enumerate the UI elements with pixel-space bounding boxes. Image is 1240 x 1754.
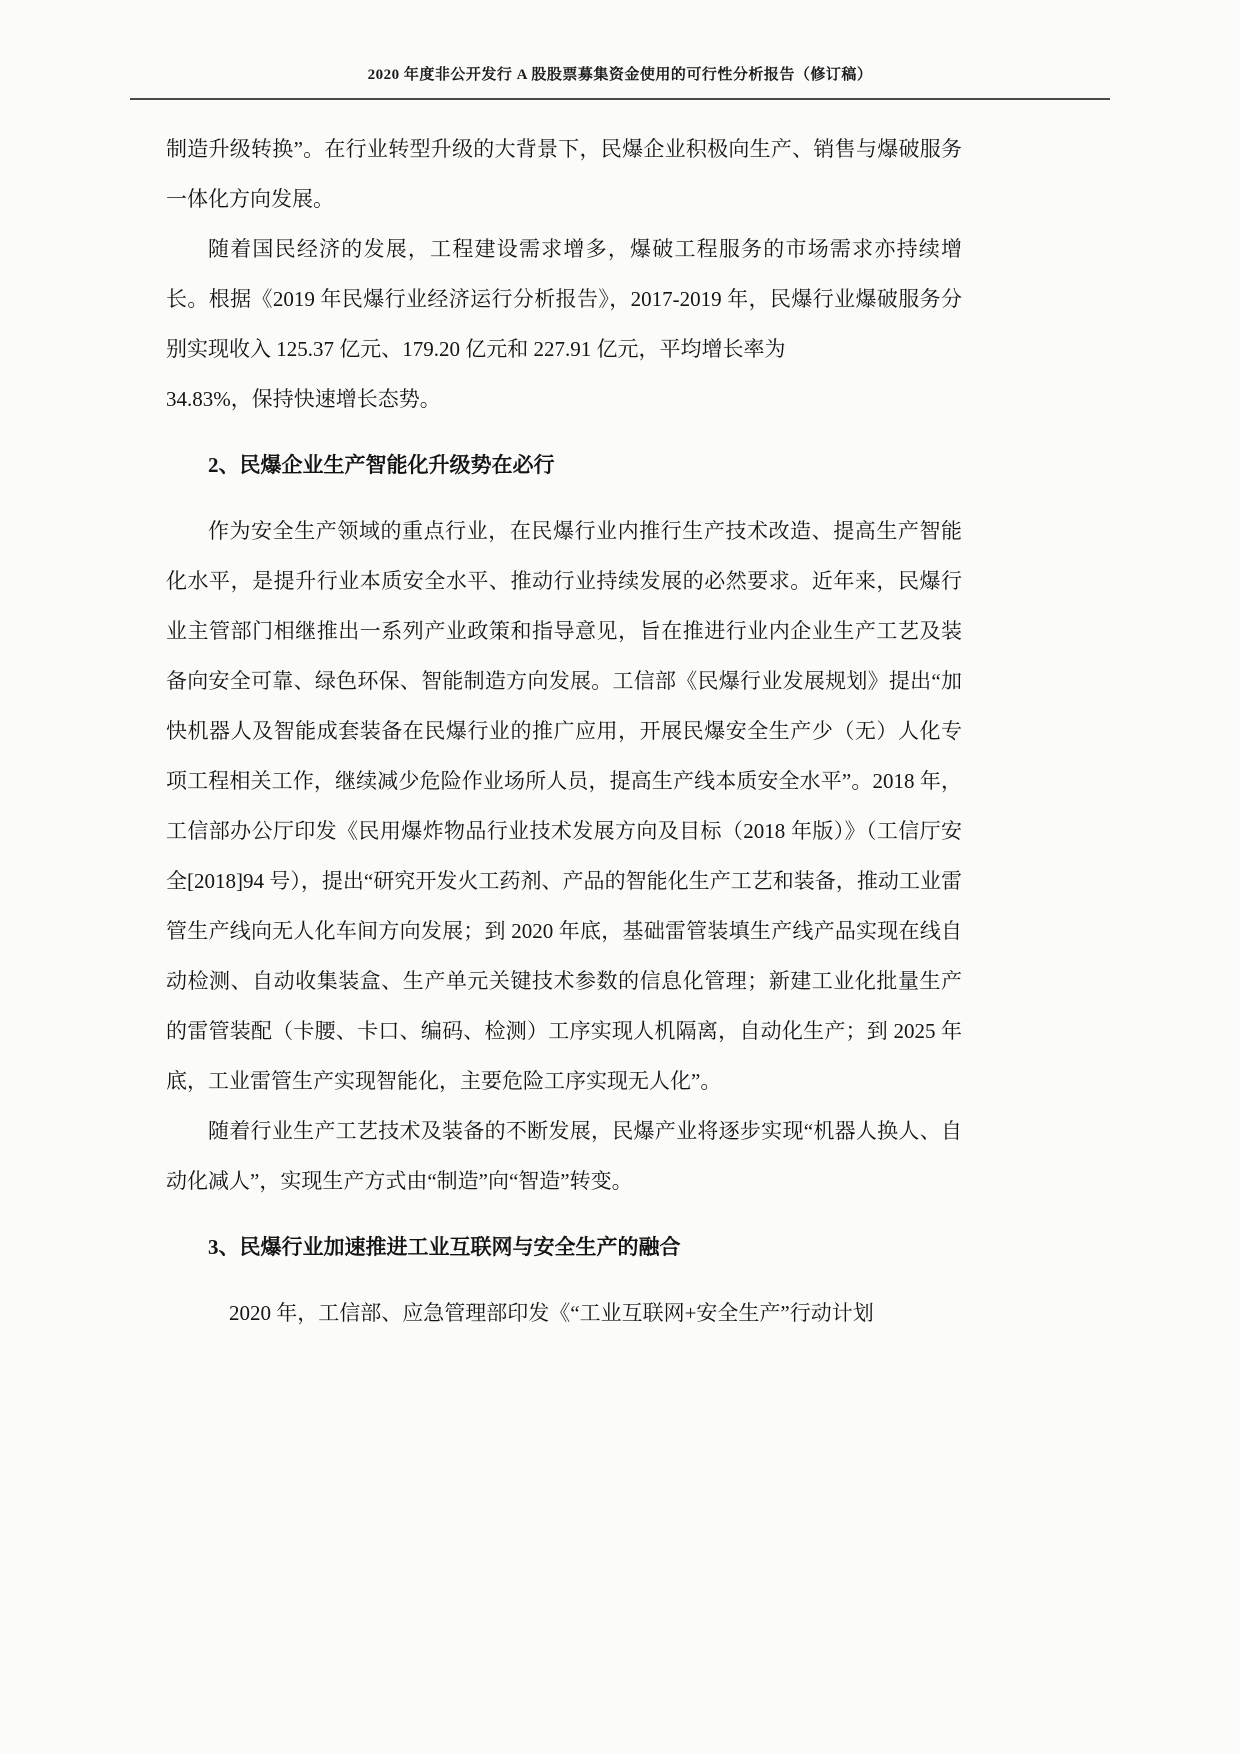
document-body: [166, 124, 962, 1338]
paragraph-robot-replacement: 随着行业生产工艺技术及装备的不断发展，民爆产业将逐步实现“机器人换人、自动化减人”，实现生产方式由“制造”向“智造”转变。: [166, 1119, 962, 1193]
header-rule: [130, 98, 1110, 100]
section-heading-2: 2、民爆企业生产智能化升级势在必行: [208, 453, 555, 477]
page-header: [130, 0, 1110, 100]
section-heading-3: 3、民爆行业加速推进工业互联网与安全生产的融合: [208, 1235, 681, 1259]
paragraph-industrial-internet: 2020 年，工信部、应急管理部印发《“工业互联网+安全生产”行动计划: [229, 1301, 874, 1325]
paragraph-continuation: 制造升级转换”。在行业转型升级的大背景下，民爆企业积极向生产、销售与爆破服务一体化方向发展。: [166, 137, 962, 211]
paragraph-growth-rate: 34.83%，保持快速增长态势。: [166, 387, 441, 411]
paragraph-intelligent-upgrade: 作为安全生产领域的重点行业，在民爆行业内推行生产技术改造、提高生产智能化水平，是提升行业本质安全水平、推动行业持续发展的必然要求。近年来，民爆行业主管部门相继推出一系列产业政策和指导意见，旨在推进行业内企业生产工艺及装备向安全可靠、绿色环保、智能制造方向发展。工信部《民爆行业发展规划》提出“加快机器人及智能成套装备在民爆行业的推广应用，开展民爆安全生产少（无）人化专项工程相关工作，继续减少危险作业场所人员，提高生产线本质安全水平”。2018 年，工信部办公厅印发《民用爆炸物品行业技术发展方向及目标（2018 年版）》（工信厅安全[2018]94 号），提出“研究开发火工药剂、产品的智能化生产工艺和装备，推动工业雷管生产线向无人化车间方向发展；到 2020 年底，基础雷管装填生产线产品实现在线自动检测、自动收集装盒、生产单元关键技术参数的信息化管理；新建工业化批量生产的雷管装配（卡腰、卡口、编码、检测）工序实现人机隔离，自动化生产；到 2025 年底，工业雷管生产实现智能化，主要危险工序实现无人化”。: [166, 519, 962, 1093]
paragraph-market-demand: 随着国民经济的发展，工程建设需求增多，爆破工程服务的市场需求亦持续增长。根据《2019 年民爆行业经济运行分析报告》，2017-2019 年，民爆行业爆破服务分别实现收入 125.37 亿元、179.20 亿元和 227.91 亿元，平均增长率为: [166, 237, 962, 361]
header-title: 2020 年度非公开发行 A 股股票募集资金使用的可行性分析报告（修订稿）: [367, 67, 873, 83]
